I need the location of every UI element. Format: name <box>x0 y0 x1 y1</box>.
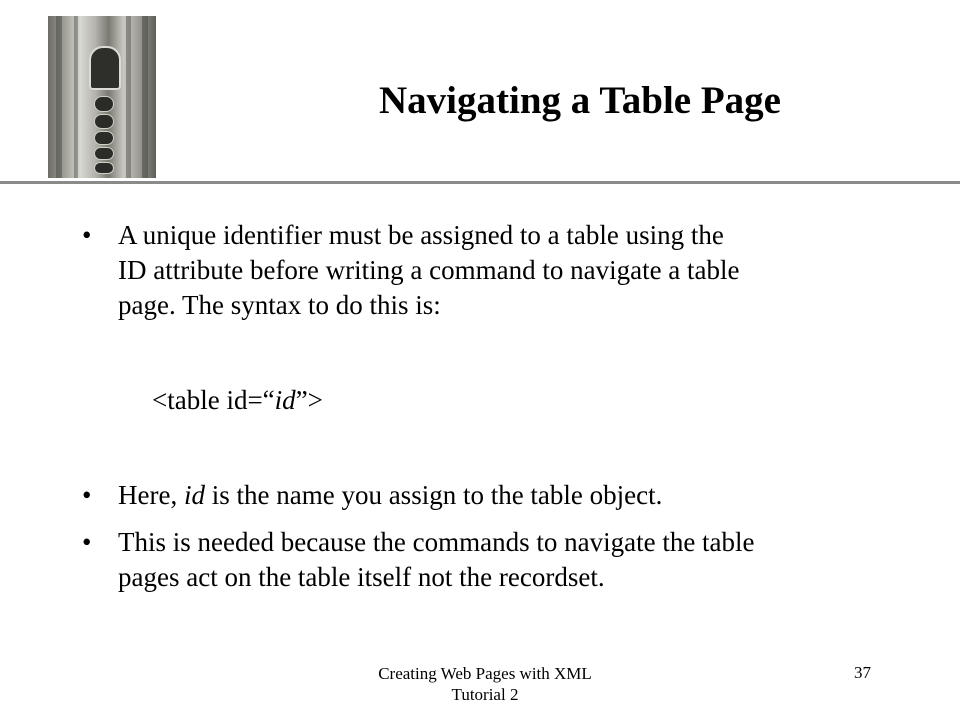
italic-term: id <box>183 480 205 510</box>
slide-title: Navigating a Table Page <box>379 79 781 122</box>
bullet-line: A unique identifier must be assigned to a table using the <box>118 220 724 250</box>
text-run: Here, <box>118 480 184 510</box>
code-syntax <box>152 385 323 416</box>
bullet-line: ID attribute before writing a command to navigate a table <box>118 255 740 285</box>
code-prefix: <table id=“ <box>152 385 275 415</box>
bridge-pillar-photo <box>48 16 156 178</box>
bullet-item <box>82 525 898 595</box>
bullet-item <box>82 218 898 323</box>
page-number: 37 <box>854 663 871 682</box>
footer-line: Creating Web Pages with XML <box>378 664 592 683</box>
bullet-line: page. The syntax to do this is: <box>118 290 441 320</box>
code-suffix: ”> <box>295 385 323 415</box>
bullet-line: pages act on the table itself not the recordset. <box>118 562 605 592</box>
bullet-dot: • <box>82 480 92 510</box>
bullet-line <box>118 478 898 513</box>
code-italic: id <box>274 385 296 415</box>
slide-footer <box>340 663 630 705</box>
bullet-item <box>82 478 898 513</box>
footer-line: Tutorial 2 <box>451 685 519 704</box>
bullet-dot: • <box>82 527 92 557</box>
bullet-line: This is needed because the commands to navigate the table <box>118 527 755 557</box>
bullet-dot: • <box>82 220 92 250</box>
text-run: is the name you assign to the table object. <box>204 480 663 510</box>
title-divider <box>0 181 960 184</box>
